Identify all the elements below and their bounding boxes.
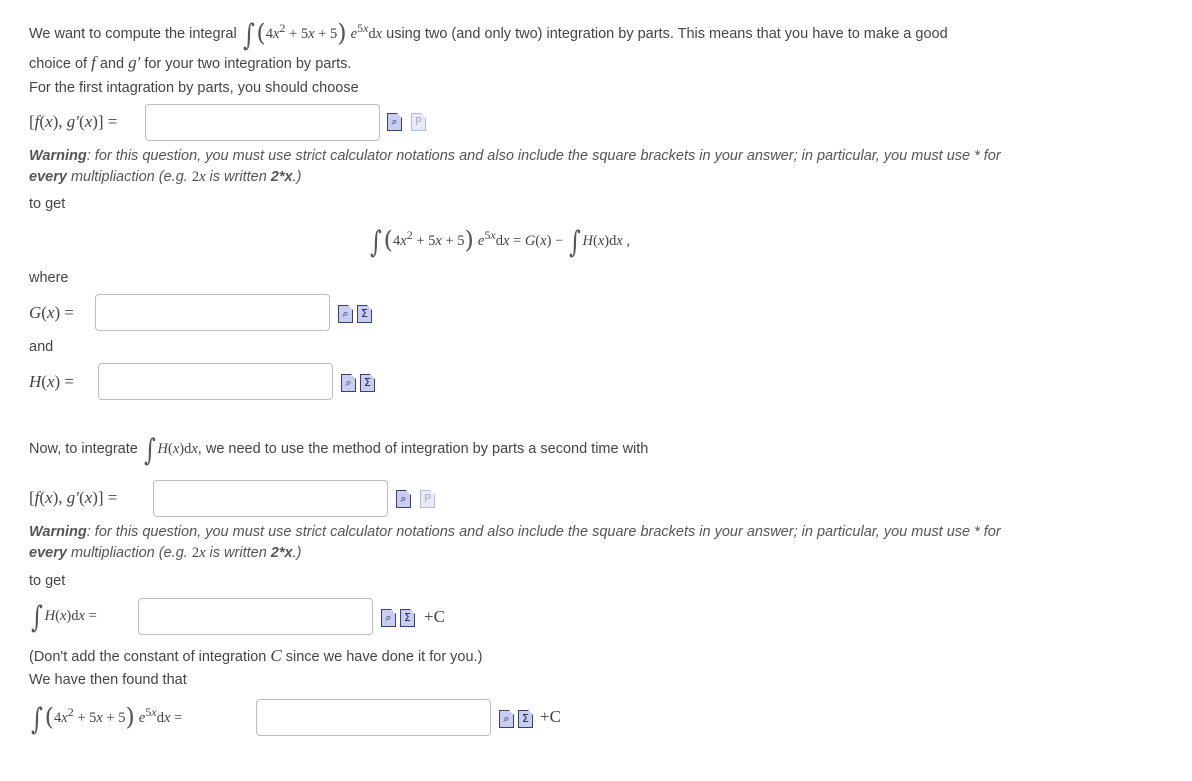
to-get-2: to get [29, 573, 66, 589]
sigma-icon[interactable]: Σ [360, 374, 375, 392]
fg-input-2[interactable] [153, 480, 388, 517]
G-label: G(x) = [29, 303, 74, 322]
fg-input-1[interactable] [145, 104, 380, 141]
preview-icon[interactable]: ⌕ [396, 490, 411, 508]
and-label: and [29, 339, 54, 355]
found-label: We have then found that [29, 672, 187, 688]
preview-icon[interactable]: ⌕ [338, 305, 353, 323]
preview-icon[interactable]: ⌕ [381, 609, 396, 627]
intro-line-1: We want to compute the integral $\int(4x^2 + 5x + 5)$ $e^{5x}dx$ using two (and only two) integration by parts. This means that you have to make a good [29, 18, 948, 53]
intH-input[interactable] [138, 598, 373, 635]
p-icon: P [420, 490, 435, 508]
sigma-icon[interactable]: Σ [400, 609, 415, 627]
final-integral-label: $\int(4x^2 + 5x + 5) e^{5x}dx$ = [30, 702, 183, 737]
H-input[interactable] [98, 363, 333, 400]
parts-equation: $\int(4x^2 + 5x + 5) e^{5x}dx = G(x)$ − ∫ H(x)dx , [369, 225, 631, 260]
where-label: where [29, 270, 69, 286]
to-get-1: to get [29, 196, 66, 212]
intro-line-3: For the first intagration by parts, you should choose [29, 80, 359, 96]
plus-c-2: +C [540, 707, 561, 726]
intro-line-2: choice of f and g′ for your two integration by parts. [29, 53, 352, 72]
intH-label: ∫ H(x)dx = [30, 600, 97, 635]
integral-sign: ∫ [242, 18, 255, 53]
G-input[interactable] [95, 294, 330, 331]
final-input[interactable] [256, 699, 491, 736]
preview-icon[interactable]: ⌕ [341, 374, 356, 392]
warning-2: Warning: for this question, you must use strict calculator notations and also include the square brackets in your answer; in particular, you must use * for every multipliaction (e.g. 2x is written 2*x.) [29, 524, 1001, 561]
sigma-icon[interactable]: Σ [518, 710, 533, 728]
fg-label-1: [f(x), g′(x)] = [29, 112, 118, 131]
fg-label-2: [f(x), g′(x)] = [29, 488, 118, 507]
warning-1: Warning: for this question, you must use strict calculator notations and also include the square brackets in your answer; in particular, you must use * for every multipliaction (e.g. 2x is written 2*x.) [29, 148, 1001, 185]
plus-c-1: +C [424, 607, 445, 626]
p-icon: P [411, 113, 426, 131]
sigma-icon[interactable]: Σ [357, 305, 372, 323]
H-label: H(x) = [29, 372, 74, 391]
preview-icon[interactable]: ⌕ [499, 710, 514, 728]
second-parts-text: Now, to integrate ∫ H(x)dx, we need to use the method of integration by parts a second time with [29, 433, 649, 468]
preview-icon[interactable]: ⌕ [387, 113, 402, 131]
constant-note: (Don't add the constant of integration C since we have done it for you.) [29, 646, 483, 665]
